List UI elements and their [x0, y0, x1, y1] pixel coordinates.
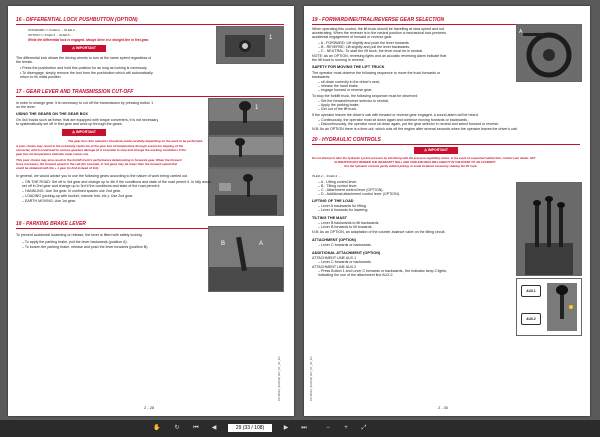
gear-red-4: gear box oil temperature indicator lamp comes on).	[16, 152, 90, 156]
reverser-note-1: NOTE: As an OPTION, reversing lights and an acoustic reversing alarm indicate that	[312, 54, 447, 58]
diff-lock-text-1: The differential lock allows the driving wheels to turn at the same speed regardless of	[16, 56, 152, 60]
reverser-reverse: – B - REVERSE: Lift slightly and pull the lever backwards.	[318, 45, 411, 49]
gears-road-1: – ON THE ROAD: Set off in 3rd gear and change up to 4th if the conditions and state of the road permit it. In hilly areas,	[22, 180, 213, 184]
aux2-indicator: indicating the use of the attachment line AUX.2.	[318, 273, 394, 277]
lifting-1: – Lever A backwards for lifting.	[318, 204, 367, 208]
diff-lock-bullet-1: • Press the pushbutton and hold this position for as long as locking is necessary.	[20, 66, 148, 70]
stop-neutral: – Set the forward/reverse selector to neutral,	[318, 99, 389, 103]
hydraulic-levers-photo	[516, 182, 582, 276]
svg-text:A: A	[259, 241, 264, 247]
section-19-heading: 19 - FORWARD/NEUTRAL/REVERSE GEAR SELECTION	[312, 14, 580, 25]
gears-text-1: On 4x4 trucks such as these, that are equipped with torque converters, it is not necessary	[16, 118, 159, 122]
first-page-button[interactable]: ⏮	[193, 425, 199, 431]
gear-red-3: converter, which could lead to serious gearbox damage (it is essential to stop and change the working conditions if the	[16, 148, 186, 152]
standard-code: STANDARD => IN.ED.2 ... IN.ED.2...	[28, 28, 78, 32]
stop-brake: – Apply the parking brake,	[318, 103, 360, 107]
gears-advice: In general, we would advise you to use the following gears according to the nature of work being carried out.	[16, 174, 189, 178]
gears-earth: – EARTH MOVING: Use 1st gear.	[22, 199, 76, 203]
hydraulic-red-2: ALTERATION MAY RENDER THE WARRANTY NULL AND VOID AND DECLINE LIABILITY IN THE EVENT OF AN ACCIDENT.	[334, 160, 496, 164]
gear-red-1: The gear box ratio selection should be made carefully depending on the work to be performed.	[68, 139, 203, 143]
rotate-button[interactable]: ↻	[174, 425, 180, 431]
aux1-line: ATTACHMENT LINE AUX.1	[312, 256, 357, 260]
important-banner: ⚠ IMPORTANT	[62, 45, 106, 52]
lever-c: – C - Attachment control lever (OPTION).	[318, 188, 384, 192]
hand-tool-button[interactable]: ✋	[153, 425, 161, 431]
gear-text-1: In order to change gear, it is necessary to cut off the transmission by pressing button 1	[16, 101, 154, 105]
reverser-text-3: accidental engagement of forward or reverse gear.	[312, 35, 393, 39]
right-page-number: 2 - 30	[438, 405, 449, 410]
gear-box-photo	[208, 136, 284, 168]
hydraulic-levers-illustration	[517, 183, 581, 275]
left-page	[8, 6, 294, 416]
hydraulic-red-3: Use the hydraulic controls gently without jerking, to avoid incidents caused by shaking the lift truck.	[344, 164, 478, 168]
svg-text:1: 1	[269, 35, 273, 41]
gears-loading: – LOADING (picking-up with bucket, manure fork, etc.): Use 2nd gear.	[22, 194, 134, 198]
parking-brake-photo	[208, 226, 284, 292]
viewer-toolbar	[0, 420, 600, 437]
reverser-text-2: accelerating. When the reverser is in the neutral position a mechanical lock prevents	[312, 31, 447, 35]
safety-sit: – sit down correctly in the driver's seat,	[318, 80, 380, 84]
important-banner-2: ⚠ IMPORTANT	[62, 129, 106, 136]
safety-engage: – engage forward or reverse gear.	[318, 88, 373, 92]
zoom-in-button[interactable]: +	[344, 425, 348, 431]
left-page-number: 2 - 28	[144, 405, 155, 410]
steering-wheel-illustration	[517, 25, 581, 81]
diff-lock-text-2: the terrain.	[16, 60, 34, 64]
tilting-heading: TILTING THE MAST	[312, 216, 347, 220]
gears-text-2: to systematically set off in first gear and work up through the gears.	[16, 122, 123, 126]
tilting-1: – Lever B backwards to tilt backwards.	[318, 221, 380, 225]
gears-heading: USING THE GEARS ON THE GEAR BOX	[16, 112, 88, 116]
section-20-heading: 20 - HYDRAULIC CONTROLS	[312, 134, 580, 145]
diff-lock-bullet-2a: • To disengage, simply remove the foot from the pushbutton which will automatically	[20, 71, 153, 75]
right-side-code: 647381EN (01/2014) MLT_RT_4S_RU	[310, 356, 313, 401]
svg-text:A: A	[519, 29, 523, 35]
hydraulic-codes: IN.ED.2 ... IN.ED.4 ...	[312, 174, 341, 178]
option-code: OPTION => IN.ED.4 ... IN.ED.5 ...	[28, 33, 74, 37]
gear-red-6: force increases, the forward speed in the cab (for example, in 3rd gear) may be lower than the forward speed that	[16, 162, 178, 166]
aux-joystick-icon	[547, 283, 577, 331]
timeout-note: N.B: As an OPTION there is a time-out, which cuts off the engine after several seconds when the operator leaves the driver's cab.	[312, 127, 518, 131]
safety-text-1: The operator must observe the following sequence to move the truck forwards or	[312, 71, 441, 75]
alarm-discontinuous: – Discontinuously, the operator must sit down again, put the gear selector in neutral and select forward or reverse.	[318, 122, 500, 126]
important-banner-right: ⚠ IMPORTANT	[414, 147, 458, 154]
safety-text-2: backwards:	[312, 75, 331, 79]
hydraulic-red-1: Do not attempt to alter the hydraulic system pressure by interfering with the pressure regulating valves. In the event of suspected malfunction, contact your dealer. ANY	[312, 156, 536, 160]
gear-red-7: could be obtained with the + 1 gear (in 2nd instead of 3rd).	[16, 166, 100, 170]
gear-red-2: A poor choice may result in the extremely rapid rise of the gear box oil temperature through excessive slipping of the	[16, 144, 184, 148]
parking-apply: – To apply the parking brake, pull the lever backwards (position A).	[22, 240, 128, 244]
lifting-heading: LIFTING OF THE LOAD	[312, 199, 354, 203]
diff-lock-bullet-2b: return to its initial position.	[20, 75, 62, 79]
aux2-line: ATTACHMENT LINE AUX.2	[312, 265, 357, 269]
alarm-text: If the operator leaves the driver's cab with forward or reverse gear engaged, a sound alarm will be heard.	[312, 113, 479, 117]
diff-lock-photo	[216, 26, 284, 64]
diff-lock-warning: While the differential lock is engaged, always drive in a straight line in first gear.	[28, 38, 150, 42]
tilting-note: N.B: As an OPTION, an adaptation of the counter-balance valve on the tilting circuit.	[312, 230, 446, 234]
zoom-out-button[interactable]: −	[326, 425, 330, 431]
lifting-2: – Lever A forwards for lowering.	[318, 208, 369, 212]
last-page-button[interactable]: ⏭	[301, 425, 307, 431]
alarm-continuous: – Continuously, the operator must sit down again and continue moving forwards or backwards,	[318, 118, 468, 122]
safety-heading: SAFETY FOR MOVING THE LIFT TRUCK	[312, 65, 385, 69]
svg-text:B: B	[221, 241, 226, 247]
reverser-photo	[516, 24, 582, 82]
reverser-note-2: the lift truck is running in reverse.	[312, 58, 365, 62]
gear-box-illustration	[209, 137, 283, 167]
svg-text:1: 1	[255, 105, 259, 111]
aux2-indicator: AUX.2	[521, 313, 541, 325]
aux1-indicator: AUX.1	[521, 285, 541, 297]
stop-text: To stop the forklift truck, the following sequence must be observed:	[312, 94, 419, 98]
parking-brake-illustration	[209, 227, 283, 291]
lever-d: – D - Additional attachment control lever (OPTION).	[318, 192, 400, 196]
gears-road-2: set off in 2nd gear and change up to 3rd if the conditions and state of the road permit it.	[22, 184, 161, 188]
reverser-text-1: When operating this control, the lift truck should be travelling at slow speed and not	[312, 27, 445, 31]
aux-icons-panel	[516, 278, 582, 336]
gear-console-illustration	[209, 169, 283, 215]
add-attachment-heading: ADDITIONAL ATTACHMENT (OPTION)	[312, 251, 381, 255]
gear-console-photo	[208, 168, 284, 216]
gear-lever-illustration	[209, 99, 283, 135]
attachment-heading: ATTACHMENT (OPTION)	[312, 238, 356, 242]
parking-loosen: – To loosen the parking brake, release and push the lever forwards (position B).	[22, 245, 149, 249]
gear-text-2: on the lever.	[16, 105, 36, 109]
gears-handling: – HANDLING: Use 3rd gear. In confined spaces use 2nd gear.	[22, 189, 121, 193]
lever-a: – A - Lifting control lever.	[318, 180, 358, 184]
safety-release: – release the hand brake,	[318, 84, 359, 88]
parking-text: To prevent accidental loosening or release, the lever is fitted with safety locking.	[16, 233, 143, 237]
reverser-forward: – A - FORWARD: Lift slightly and push the lever forwards.	[318, 41, 410, 45]
reverser-neutral: – C - NEUTRAL: To start the lift truck, the lever must be in neutral.	[318, 49, 423, 53]
prev-page-button[interactable]: ◀	[211, 425, 217, 431]
section-18-heading: 18 - PARKING BRAKE LEVER	[16, 218, 284, 229]
next-page-button[interactable]: ▶	[283, 425, 289, 431]
lever-b: – B - Tilting control lever.	[318, 184, 358, 188]
stop-exit: – Get out of the lift truck.	[318, 107, 358, 111]
gear-lever-photo	[208, 98, 284, 136]
section-16-heading: 16 - DIFFERENTIAL LOCK PUSHBUTTON (OPTION)	[16, 14, 284, 25]
section-17-heading: 17 - GEAR LEVER AND TRANSMISSION CUT-OFF	[16, 86, 284, 97]
aux1-lever: – Lever C forwards or backwards.	[318, 260, 372, 264]
page-number-input[interactable]	[228, 424, 272, 432]
diff-lock-illustration	[217, 27, 283, 63]
right-page	[304, 6, 590, 416]
fit-page-button[interactable]: ⤢	[361, 425, 367, 431]
tilting-2: – Lever B forwards to tilt forwards.	[318, 225, 373, 229]
attachment-1: – Lever C forwards or backwards.	[318, 243, 372, 247]
left-side-code: 647381EN (01/2014) MLT_RT_4S_RU	[278, 356, 281, 401]
aux2-press: – Press Button 1 and Lever C forwards or backwards., the indicator lamp 2 lights,	[318, 269, 448, 273]
gear-red-5: This poor choice may also result in the forklift truck's performance deteriorating in forwards gear. When the forward	[16, 158, 182, 162]
